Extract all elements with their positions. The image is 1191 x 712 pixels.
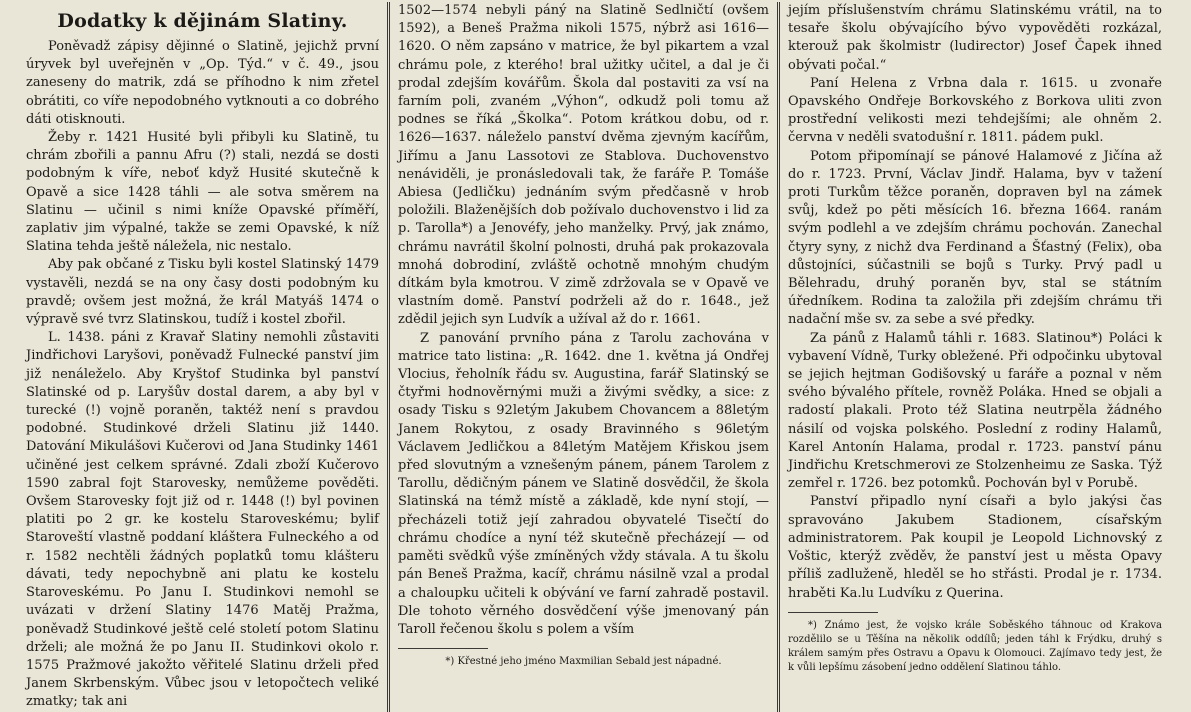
footnote: *) Známo jest, že vojsko krále Soběského táhnouc od Krakova rozdělilo se u Těšína na několik oddílů; jeden táhl k Frýdku, druhý s králem samým přes Ostravu a Opavu k Olomouci. Zajímavo tedy jest, že k vůli lepšímu zásobení jedno oddělení Slatinou táhlo.: [788, 619, 1162, 673]
paragraph: Panství připadlo nyní císaři a bylo jakýsi čas spravováno Jakubem Stadionem, císařským administratorem. Pak koupil je Leopold Lichnovský z Voštic, kterýž zvěděv, že panství jest u města Opavy příliš zadluženě, hleděl se ho střásti. Prodal je r. 1734. hraběti Ka.lu Ludvíku z Querina.: [788, 494, 1162, 601]
footnote-divider: [788, 612, 878, 613]
paragraph: Paní Helena z Vrbna dala r. 1615. u zvonaře Opavského Ondřeje Borkovského z Borkova uliti zvon prostřední velikosti mezi tehdejšími; ale ohněm 2. června v neděli svatodušní r. 1811. pádem pukl.: [788, 75, 1162, 146]
paragraph: Za pánů z Halamů táhli r. 1683. Slatinou*) Poláci k vybavení Vídně, Turky obležené. Při odpočinku ubytoval se jejich hejtman Godišovský u faráře a poznal v něm svého bývalého přítele, rovněž Poláka. Hned se objali a radostí plakali. Proto též Slatina neutrpěla žádného násilí od vojska polského. Poslední z rodiny Halamů, Karel Antonín Halama, prodal r. 1723. panství pánu Jindřichu Kretschmerovi ze Stolzenheimu ze Saska. Týž zemřel r. 1726. bez potomků. Pochován byl v Porubě.: [788, 330, 1162, 492]
paragraph: L. 1438. páni z Kravař Slatiny nemohli zůstaviti Jindřichovi Laryšovi, poněvadž Fulnecké panství jim již nenáleželo. Aby Kryštof Studinka byl panství Slatinské od p. Laryšův dostal darem, a aby byl v turecké (!) vojně poraněn, taktéž není s pravdou podobné. Studinkové drželi Slatinu již 1440. Datování Mikulášovi Kučerovi od Jana Studinky 1461 učiněné jest celkem správné. Zdali zboží Kučerovo 1590 zabral fojt Starovesky, nemůžeme pověděti. Ovšem Starovesky fojt již od r. 1448 (!) byl povinen platiti po 2 gr. ke kostelu Staroveskému; bylif Staroveští vlastně poddaní kláštera Fulneckého a od r. 1582 nechtěli žádných poplatků tomu klášteru dávati, tedy nepochybně ani platu ke kostelu Staroveskému. Po Janu I. Studinkovi nemohl se uvázati v držení Slatiny 1476 Matěj Pražma, poněvadž Studinkové ještě celé století potom Slatinu drželi; ale možná že po Janu II. Studinkovi okolo r. 1575 Pražmové jakožto věřitelé Slatinu drželi před Janem Skrbenským. Vůbec jsou v letopočtech veliké zmatky; tak ani: [26, 330, 379, 710]
paragraph: Žeby r. 1421 Husité byli přibyli ku Slatině, tu chrám zbořili a pannu Afru (?) stali, nezdá se dosti podobným k víře, neboť když Husité skutečně k Opavě a sice 1428 táhli — ale sotva směrem na Slatinu — učinil s nimi kníže Opavské příměří, zaplativ jim výpalné, takže se zemi Opavské, k níž Slatina tehda ještě náležela, nic nestalo.: [26, 130, 379, 255]
footnote-divider: [398, 648, 488, 649]
paragraph: Poněvadž zápisy dějinné o Slatině, jejichž první úryvek byl uveřejněn v „Op. Týd.“ v č. 49., jsou zaneseny do matrik, zdá se příhodno k nim zřetel obrátiti, co víře nepodobného vytknouti a co dobrého dáti otisknouti.: [26, 39, 379, 127]
paragraph: jejím příslušenstvím chrámu Slatinskému vrátil, na to tesaře školu obývajícího bývo vypověděti rozkázal, kterouž pak školmistr (ludirector) Josef Čapek ihned obývati počal.“: [788, 3, 1162, 73]
article-title: Dodatky k dějinám Slatiny.: [57, 10, 348, 32]
column-right: [780, 2, 1170, 712]
paragraph: Aby pak občané z Tisku byli kostel Slatinský 1479 vystavěli, nezdá se na ony časy dosti podobným ku pravdě; ovšem jest možná, že král Matyáš 1474 o výpravě své tvrz Slatinskou, tudíž i kostel zbořil.: [26, 257, 379, 328]
paragraph: Z panování prvního pána z Tarolu zachována v matrice tato listina: „R. 1642. dne 1. května já Ondřej Vlocius, řeholník řádu sv. Augustina, farář Slatinský se čtyřmi hodnověrnými muži a živými svědky, a sice: z osady Tisku s 92letým Jakubem Chovancem a 88letým Janem Rokytou, z osady Bravinného s 96letým Václavem Jedličkou a 84letým Matějem Křiskou jsem před slovutným a vznešeným pánem, pánem Tarolem z Tarollu, dědičným pánem ve Slatině dosvědčil, že škola Slatinská na témž místě a základě, kde nyní stojí, — přecházeli totiž její zahradou obyvatelé Tisečtí do chrámu chodíce a nyní též skutečně přecházejí — od paměti svědků výše zmíněných vždy stávala. A tu školu pán Beneš Pražma, kacíř, chrámu násilně vzal a prodal a chaloupku učiteli k obývání ve farní zahradě postavil. Dle tohoto věrného dosvědčení výše jmenovaný pán Taroll řečenou školu s polem a vším: [398, 330, 769, 637]
column-middle: [390, 2, 780, 712]
footnote: *) Křestné jeho jméno Maxmilian Sebald jest nápadné.: [445, 656, 722, 668]
column-left: [18, 2, 390, 712]
paragraph: 1502—1574 nebyli páný na Slatině Sedlničtí (ovšem 1592), a Beneš Pražma nikoli 1575, nýbrž asi 1616—1620. O něm zapsáno v matrice, že byl pikartem a vzal chrámu pole, z kterého! bral užitky učitel, a dal je či prodal zdejším kovářům. Škola dal postaviti za vsí na farním poli, zvaném „Výhon“, odkudž poli tomu až podnes se říká „Školka“. Potom krátkou dobu, od r. 1626—1637. náleželo panství dvěma zjevným kacířům, Jiřímu a Janu Lassotovi ze Stablova. Duchovenstvo nenáviděli, je pronásledovali tak, že faráře P. Tomáše Abiesa (Jedličku) jednáním svým předčasně v hrob položili. Blaženějších dob požívalo duchovenstvo i lid za p. Tarolla*) a Jenovéfy, jeho manželky. Prvý, jak známo, chrámu navrátil školní polnosti, druhá pak prokazovala mnohá dobrodiní, zvláště ochotně mnohým chudým dítkám byla kmotrou. V zimě zdržovala se v Opavě ve vlastním domě. Panství podrželi až do r. 1648., jež zdědil jejich syn Ludvík a užíval až do r. 1661.: [398, 3, 769, 328]
paragraph: Potom připomínají se pánové Halamové z Jičína až do r. 1723. První, Václav Jindř. Halama, byv v tažení proti Turkům těžce poraněn, dopraven byl na zámek svůj, kdež po pěti měsících 16. března 1664. ranám svým podlehl a ve zdejším chrámu pochován. Zanechal čtyry syny, z nichž dva Ferdinand a Šťastný (Felix), oba důstojníci, súčastnili se bojů s Turky. Prvý padl u Bělehradu, druhý poraněn byv, stal se státním úředníkem. Rodina ta založila při zdejším chrámu tři nadační mše sv. za sebe a své předky.: [788, 148, 1162, 328]
